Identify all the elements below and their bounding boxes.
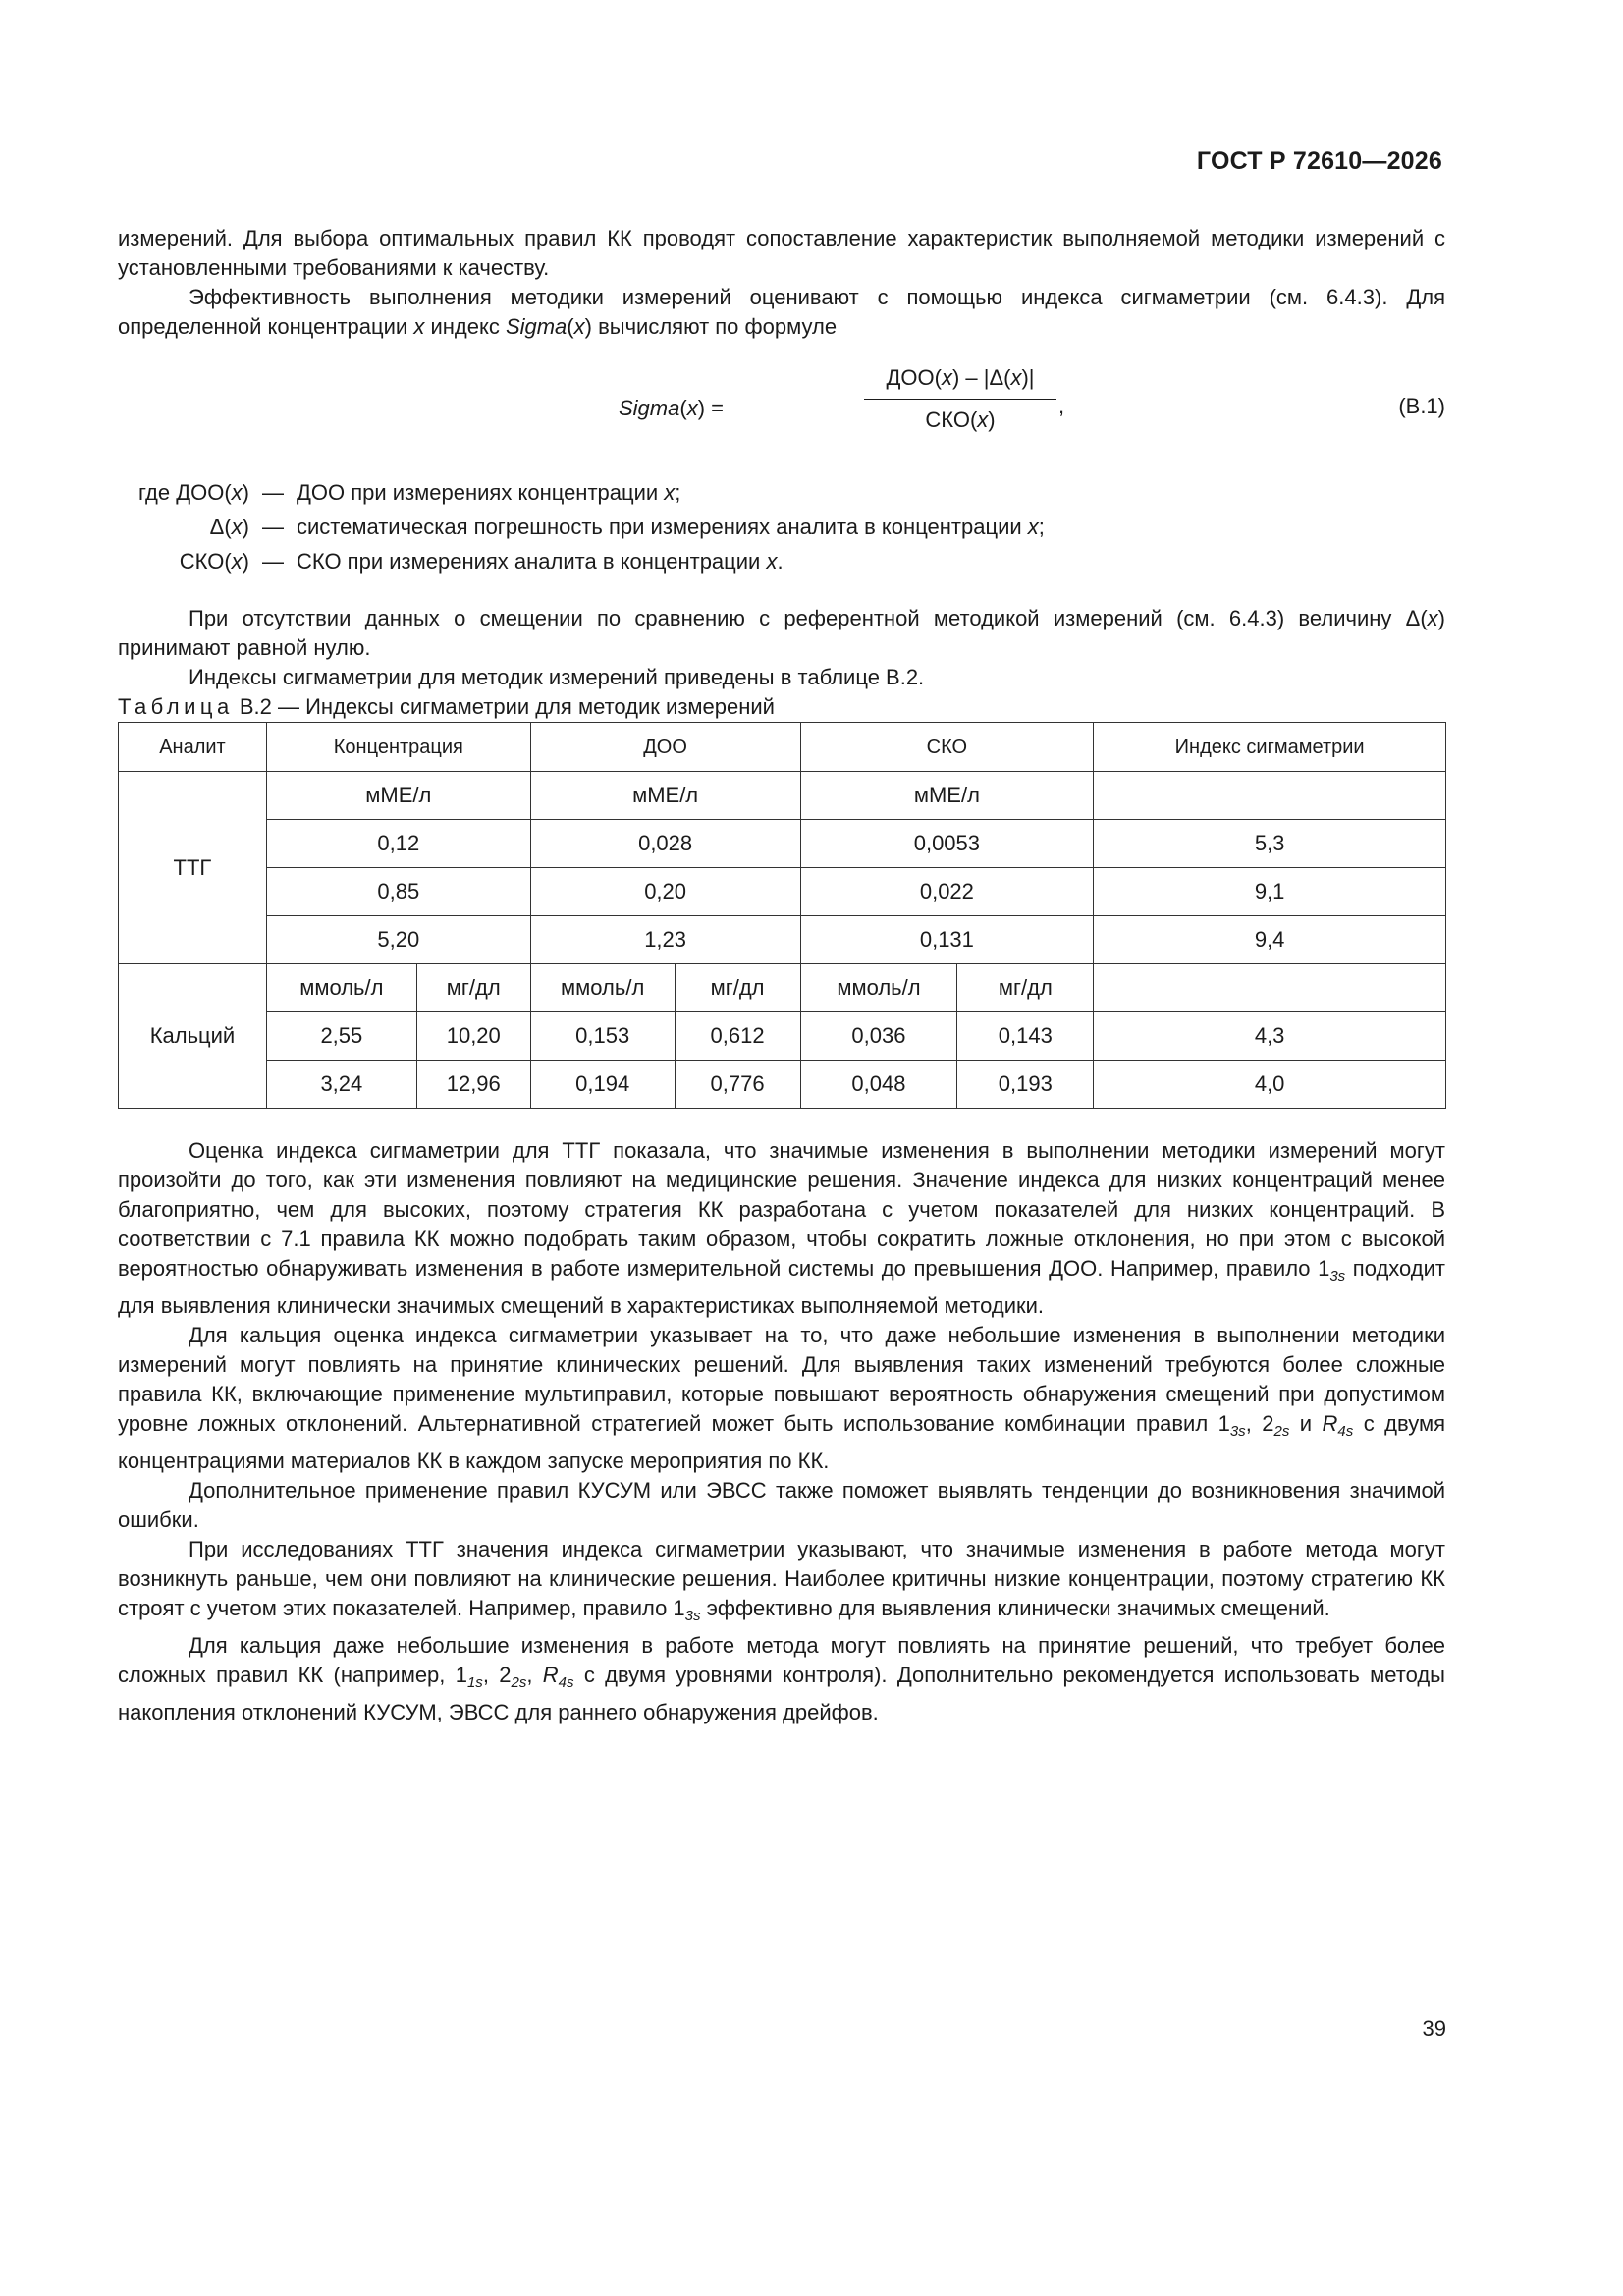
table-row — [119, 1061, 1446, 1109]
formula-number: (В.1) — [1398, 394, 1445, 418]
formula-numerator: ДОО(x) – |Δ(x)| — [886, 365, 1035, 390]
formula-legend — [118, 475, 1445, 578]
legend-item: где ДОО(x) — ДОО при измерениях концентрации x; — [137, 479, 681, 505]
table-cell: 1,23 — [530, 916, 800, 964]
body-paragraph-4: При исследованиях ТТГ значения индекса сигмаметрии указывают, что значимые изменения в работе метода могут возникнуть раньше, чем они повлияют на клинические решения. Наиболее критичны низкие концентрации, поэтому стратегию КК строят с учетом этих показателей. Например, правило $1_{3s}$ эффективно для выявления клинически значимых смещений. — [118, 1537, 1445, 1624]
table-cell: 4,0 — [1094, 1061, 1446, 1109]
table-cell: 0,048 — [800, 1061, 957, 1109]
table-caption: Таблица В.2 — Индексы сигмаметрии для методик измерений — [118, 694, 775, 719]
sigma-index-table — [118, 722, 1446, 1109]
table-row — [119, 868, 1446, 916]
table-cell: 0,776 — [675, 1061, 800, 1109]
intro-paragraph-1: измерений. Для выбора оптимальных правил КК проводят сопоставление характеристик выполняемой методики измерений с установленными требованиями к качеству. — [118, 226, 1445, 280]
header-sigma-index: Индекс сигмаметрии — [1094, 723, 1446, 772]
analyte-cell: ТТГ — [119, 772, 267, 964]
header-doo: ДОО — [530, 723, 800, 772]
table-cell: 2,55 — [266, 1012, 416, 1061]
table-cell: 0,143 — [957, 1012, 1094, 1061]
table-cell: 0,131 — [800, 916, 1094, 964]
table-cell: 9,1 — [1094, 868, 1446, 916]
table-header-row — [119, 723, 1446, 772]
table-cell: 0,022 — [800, 868, 1094, 916]
unit-cell: мг/дл — [675, 964, 800, 1012]
table-cell: 5,3 — [1094, 820, 1446, 868]
table-cell: 0,0053 — [800, 820, 1094, 868]
bias-paragraph: При отсутствии данных о смещении по сравнению с референтной методикой измерений (см. 6.4.3) величину Δ(x) принимают равной нулю. — [118, 606, 1445, 660]
table-cell: 0,194 — [530, 1061, 675, 1109]
legend-item: СКО(x) — СКО при измерениях аналита в концентрации x. — [179, 548, 784, 574]
table-cell: 3,24 — [266, 1061, 416, 1109]
table-cell: 0,612 — [675, 1012, 800, 1061]
formula-comma: , — [1058, 394, 1065, 418]
table-row — [119, 916, 1446, 964]
header-concentration: Концентрация — [266, 723, 530, 772]
empty-cell — [1094, 772, 1446, 820]
header-sko: СКО — [800, 723, 1094, 772]
unit-cell: ммоль/л — [800, 964, 957, 1012]
formula-fraction — [864, 363, 1056, 435]
formula-lhs: Sigma(x) = — [619, 396, 724, 420]
table-reference-paragraph: Индексы сигмаметрии для методик измерений приведены в таблице В.2. — [189, 665, 925, 689]
table-row — [119, 964, 1446, 1012]
legend-item: Δ(x) — систематическая погрешность при измерениях аналита в концентрации x; — [209, 514, 1045, 539]
table-cell: 0,036 — [800, 1012, 957, 1061]
table-row — [119, 1012, 1446, 1061]
table-row — [119, 772, 1446, 820]
unit-cell: ммоль/л — [530, 964, 675, 1012]
table-cell: 12,96 — [416, 1061, 530, 1109]
unit-cell: мг/дл — [416, 964, 530, 1012]
empty-cell — [1094, 964, 1446, 1012]
table-cell: 0,85 — [266, 868, 530, 916]
table-cell: 0,12 — [266, 820, 530, 868]
document-body — [118, 224, 1445, 1727]
standard-number: ГОСТ Р 72610—2026 — [1196, 147, 1442, 175]
body-paragraph-2: Для кальция оценка индекса сигмаметрии указывает на то, что даже небольшие изменения в выполнении методики измерений могут повлиять на принятие клинических решений. Для выявления таких изменений требуются более сложные правила КК, включающие применение мультиправил, которые повышают вероятность обнаружения смещений при допустимом уровне ложных отклонений. Альтернативной стратегией может быть использование комбинации правил $1_{3s}$, $2_{2s}$ и $R_{4s}$ с двумя концентрациями материалов КК в каждом запуске мероприятия по КК. — [118, 1323, 1445, 1473]
page-number: 39 — [1422, 2016, 1446, 2041]
unit-cell: мМЕ/л — [530, 772, 800, 820]
intro-paragraph-2: Эффективность выполнения методики измерений оценивают с помощью индекса сигмаметрии (см. 6.4.3). Для определенной концентрации x индекс Sigma(x) вычисляют по формуле — [118, 285, 1445, 339]
table-cell: 0,028 — [530, 820, 800, 868]
table-cell: 9,4 — [1094, 916, 1446, 964]
body-paragraph-1: Оценка индекса сигмаметрии для ТТГ показала, что значимые изменения в выполнении методики измерений могут произойти до того, как эти изменения повлияют на медицинские решения. Значение индекса для низких концентраций менее благоприятно, чем для высоких, поэтому стратегия КК разработана с учетом показателей для низких концентраций. В соответствии с 7.1 правила КК можно подобрать таким образом, чтобы сократить ложные отклонения, но при этом с высокой вероятностью обнаруживать изменения в работе измерительной системы до превышения ДОО. Например, правило $1_{3s}$ подходит для выявления клинически значимых смещений в характеристиках выполняемой методики. — [118, 1138, 1445, 1318]
unit-cell: мМЕ/л — [266, 772, 530, 820]
table-cell: 0,153 — [530, 1012, 675, 1061]
formula-denominator: СКО(x) — [925, 408, 996, 432]
table-cell: 0,193 — [957, 1061, 1094, 1109]
table-cell: 4,3 — [1094, 1012, 1446, 1061]
table-cell: 0,20 — [530, 868, 800, 916]
table-cell: 10,20 — [416, 1012, 530, 1061]
formula-b1 — [118, 363, 1445, 450]
unit-cell: мМЕ/л — [800, 772, 1094, 820]
table-cell: 5,20 — [266, 916, 530, 964]
body-paragraph-5: Для кальция даже небольшие изменения в работе метода могут повлиять на принятие решений, что требует более сложных правил КК (например, $1_{1s}$, $2_{2s}$, $R_{4s}$ с двумя уровнями контроля). Дополнительно рекомендуется использовать методы накопления отклонений КУСУМ, ЭВСС для раннего обнаружения дрейфов. — [118, 1633, 1445, 1724]
unit-cell: ммоль/л — [266, 964, 416, 1012]
unit-cell: мг/дл — [957, 964, 1094, 1012]
fraction-bar — [864, 399, 1056, 400]
analyte-cell: Кальций — [119, 964, 267, 1109]
header-analyte: Аналит — [119, 723, 267, 772]
table-row — [119, 820, 1446, 868]
body-paragraph-3: Дополнительное применение правил КУСУМ или ЭВСС также поможет выявлять тенденции до возникновения значимой ошибки. — [118, 1478, 1445, 1532]
